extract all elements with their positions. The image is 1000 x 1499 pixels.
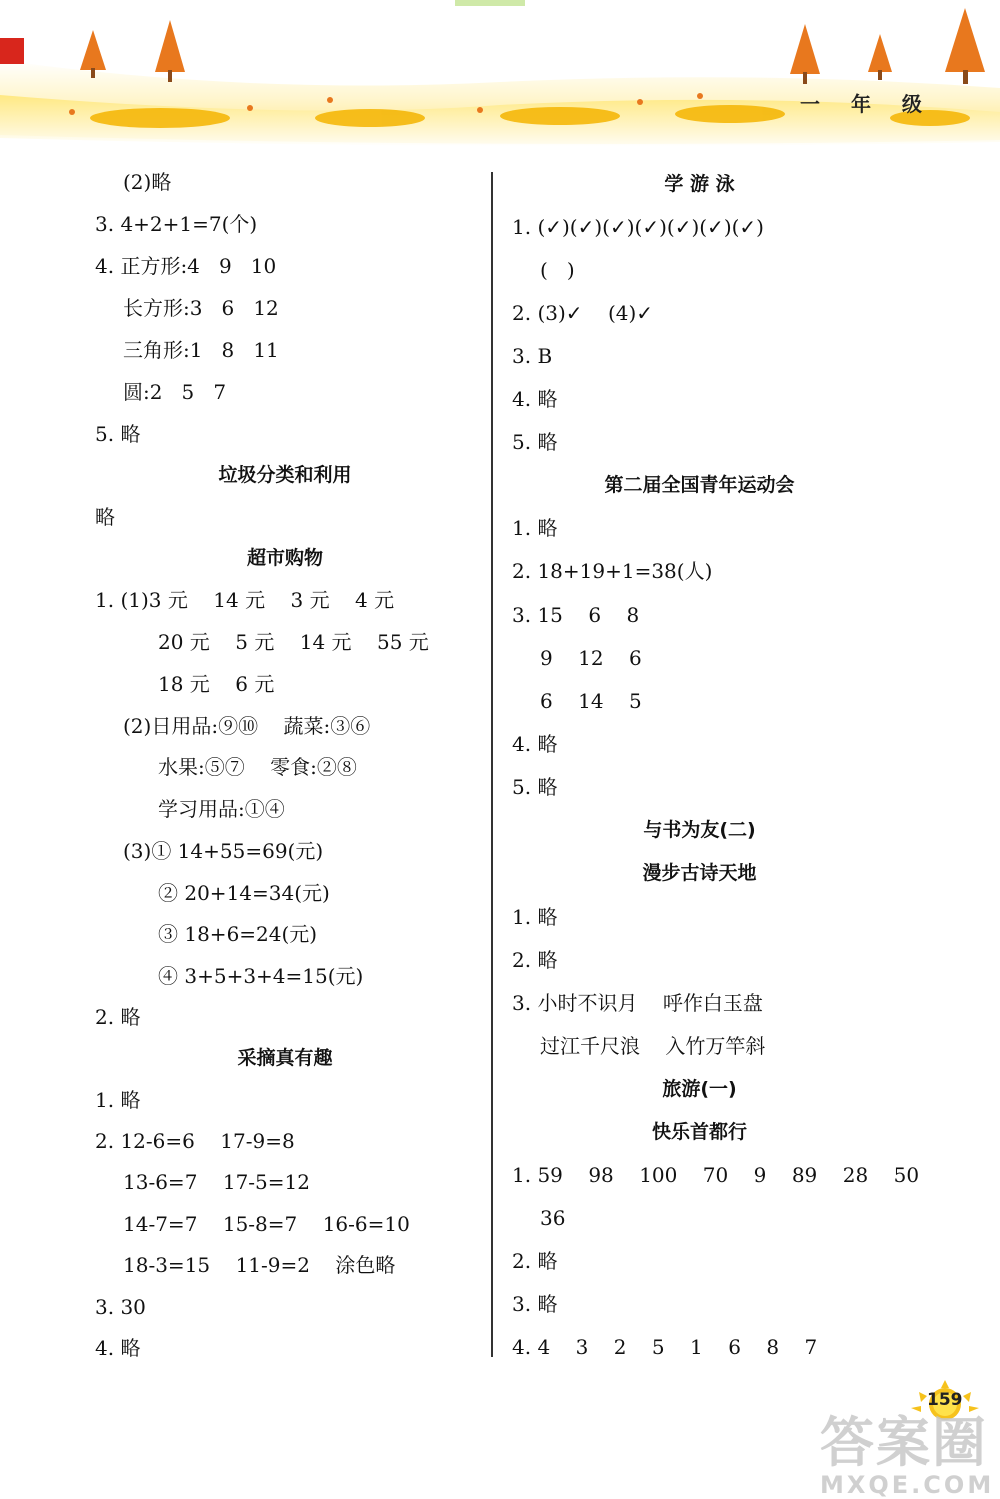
- answer-line: 略: [95, 505, 115, 529]
- answer-line: 3. 4+2+1=7(个): [95, 212, 258, 236]
- answer-line: 学习用品:①④: [158, 797, 285, 821]
- answer-line: 5. 略: [95, 422, 141, 446]
- answer-line: 5. 略: [512, 430, 558, 454]
- section-heading: 超市购物: [246, 547, 323, 569]
- page-number: 159: [927, 1390, 963, 1410]
- watermark: [820, 1400, 994, 1499]
- answer-line: 2. 18+19+1=38(人): [512, 559, 713, 583]
- answer-line: 三角形:1 8 11: [123, 338, 279, 362]
- answer-line: 1. (✓)(✓)(✓)(✓)(✓)(✓)(✓): [512, 215, 764, 239]
- answer-line: 4. 略: [512, 732, 558, 756]
- answer-line: ④ 3+5+3+4=15(元): [158, 964, 364, 988]
- answer-line: 3. 略: [512, 1292, 558, 1316]
- top-scan-mark: [455, 0, 525, 6]
- answer-line: (2)略: [123, 170, 172, 194]
- answer-line: 3. 15 6 8: [512, 603, 640, 627]
- answer-line: (2)日用品:⑨⑩ 蔬菜:③⑥: [123, 714, 371, 738]
- answer-line: 4. 略: [512, 387, 558, 411]
- header-banner: [0, 0, 1000, 150]
- red-tab-marker: [0, 38, 24, 64]
- answer-line: 1. 略: [95, 1088, 141, 1112]
- section-heading: 旅游(一): [662, 1078, 737, 1100]
- answer-line: 20 元 5 元 14 元 55 元: [158, 630, 429, 654]
- answer-line: 9 12 6: [540, 646, 642, 670]
- answer-line: ( ): [540, 258, 575, 282]
- answer-line: 4. 4 3 2 5 1 6 8 7: [512, 1335, 818, 1359]
- answer-line: 1. (1)3 元 14 元 3 元 4 元: [95, 588, 395, 612]
- answer-line: 6 14 5: [540, 689, 642, 713]
- answer-line: 13-6=7 17-5=12: [123, 1170, 310, 1194]
- answer-line: 5. 略: [512, 775, 558, 799]
- answer-line: 36: [540, 1206, 566, 1230]
- section-heading: 快乐首都行: [651, 1121, 747, 1143]
- column-divider: [491, 172, 493, 1357]
- answer-line: 长方形:3 6 12: [123, 296, 279, 320]
- answer-line: 14-7=7 15-8=7 16-6=10: [123, 1212, 410, 1236]
- answer-line: 水果:⑤⑦ 零食:②⑧: [158, 755, 357, 779]
- answer-line: 过江千尺浪 入竹万竿斜: [540, 1034, 766, 1058]
- answer-line: 1. 略: [512, 905, 558, 929]
- answer-line: 18 元 6 元: [158, 672, 275, 696]
- answer-line: 2. (3)✓ (4)✓: [512, 301, 654, 325]
- section-heading: 学 游 泳: [664, 173, 735, 195]
- answer-line: 4. 正方形:4 9 10: [95, 254, 277, 278]
- answer-line: 2. 略: [512, 1249, 558, 1273]
- answer-line: (3)① 14+55=69(元): [123, 839, 324, 863]
- answer-line: 3. 小时不识月 呼作白玉盘: [512, 991, 763, 1015]
- watermark-logo-text: 答案圈: [820, 1411, 988, 1474]
- watermark-url: MXQE.COM: [820, 1471, 995, 1499]
- answer-line: 2. 略: [512, 948, 558, 972]
- grade-label: 一 年 级: [800, 92, 934, 116]
- answer-line: 圆:2 5 7: [123, 380, 227, 404]
- answer-line: 4. 略: [95, 1336, 141, 1360]
- section-heading: 采摘真有趣: [237, 1047, 333, 1069]
- answer-line: 2. 12-6=6 17-9=8: [95, 1129, 295, 1153]
- answer-line: 3. 30: [95, 1295, 146, 1319]
- answer-line: ③ 18+6=24(元): [158, 922, 318, 946]
- answer-line: 1. 59 98 100 70 9 89 28 50: [512, 1163, 920, 1187]
- answer-line: 1. 略: [512, 516, 558, 540]
- answer-line: 18-3=15 11-9=2 涂色略: [123, 1253, 396, 1277]
- answer-line: 3. B: [512, 344, 553, 368]
- section-heading: 漫步古诗天地: [642, 862, 757, 884]
- answer-line: ② 20+14=34(元): [158, 881, 330, 905]
- section-heading: 垃圾分类和利用: [218, 464, 352, 486]
- section-heading: 第二届全国青年运动会: [604, 474, 795, 496]
- section-heading: 与书为友(二): [643, 819, 756, 841]
- answer-line: 2. 略: [95, 1005, 141, 1029]
